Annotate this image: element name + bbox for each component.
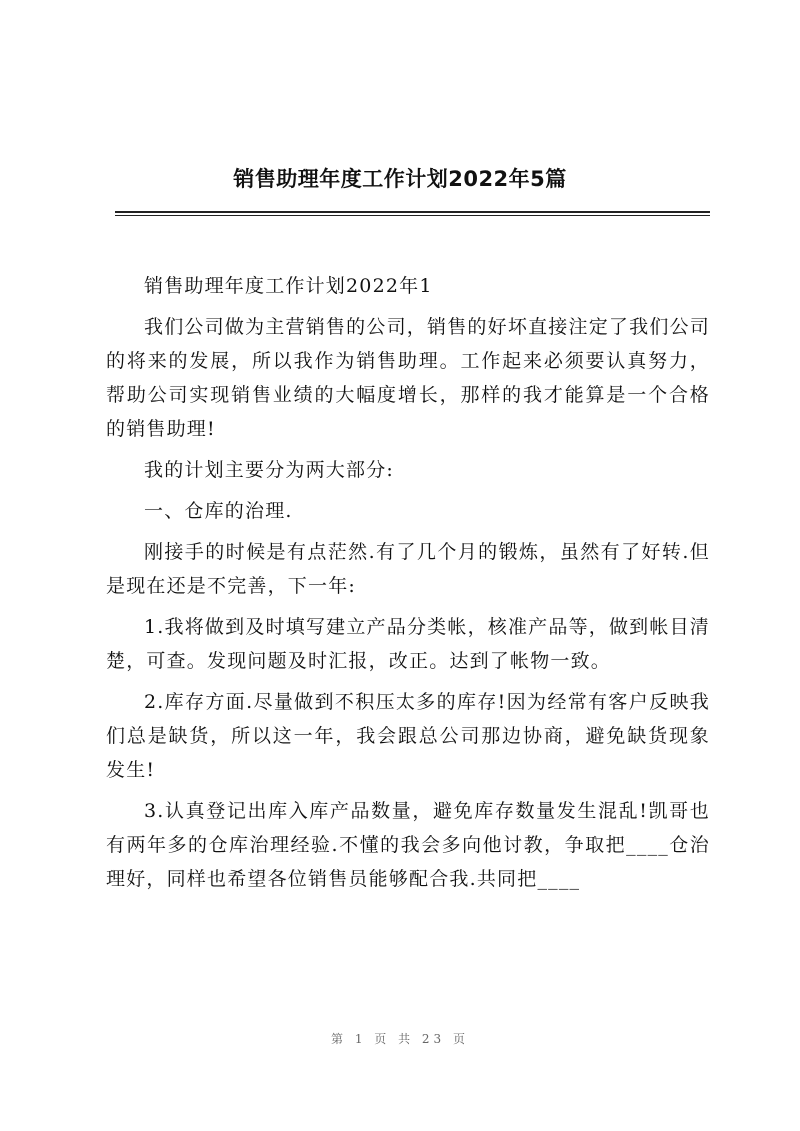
paragraph: 1.我将做到及时填写建立产品分类帐，核准产品等，做到帐目清楚，可查。发现问题及时汇报，改正。达到了帐物一致。 <box>106 616 710 672</box>
document-body <box>106 269 710 903</box>
title-divider <box>115 211 710 213</box>
paragraph: 我的计划主要分为两大部分: <box>144 459 395 481</box>
paragraph: 刚接手的时候是有点茫然.有了几个月的锻炼，虽然有了好转.但是现在还是不完善，下一年: <box>106 541 710 597</box>
title-divider-thin <box>115 215 710 216</box>
paragraph: 一、仓库的治理. <box>144 500 293 522</box>
document-title: 销售助理年度工作计划2022年5篇 <box>233 167 567 191</box>
paragraph-heading: 销售助理年度工作计划2022年1 <box>144 275 433 297</box>
paragraph: 我们公司做为主营销售的公司，销售的好坏直接注定了我们公司的将来的发展，所以我作为销售助理。工作起来必须要认真努力，帮助公司实现销售业绩的大幅度增长，那样的我才能算是一个合格的销售助理! <box>106 316 710 440</box>
page-footer: 第 1 页 共 23 页 <box>331 1032 469 1046</box>
paragraph: 3.认真登记出库入库产品数量，避免库存数量发生混乱!凯哥也有两年多的仓库治理经验.不懂的我会多向他讨教，争取把____仓治理好，同样也希望各位销售员能够配合我.共同把____ <box>106 800 710 890</box>
paragraph: 2.库存方面.尽量做到不积压太多的库存!因为经常有客户反映我们总是缺货，所以这一年，我会跟总公司那边协商，避免缺货现象发生! <box>106 691 710 781</box>
